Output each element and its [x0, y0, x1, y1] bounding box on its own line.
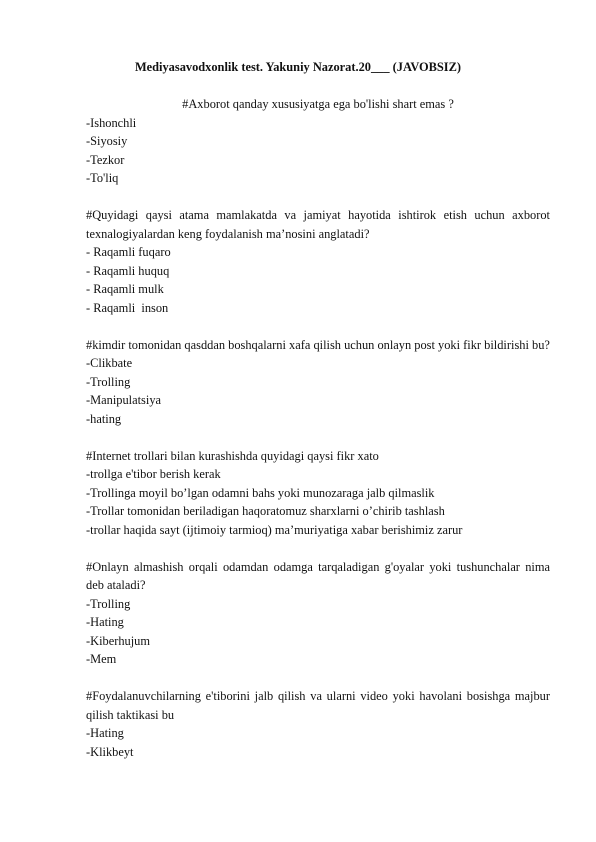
- question-6: [86, 687, 550, 761]
- answer-option: -Clikbate: [86, 356, 133, 370]
- answer-option: -Trollinga moyil bo’lgan odamni bahs yoki munozaraga jalb qilmaslik: [86, 485, 435, 500]
- question-text: #Axborot qanday xususiyatga ega bo'lishi shart emas ?: [182, 97, 454, 111]
- answer-option: - Raqamli fuqaro: [86, 245, 171, 259]
- question-text: #Onlayn almashish orqali odamdan odamga tarqaladigan g'oyalar yoki tushunchalar nima deb ataladi?: [86, 559, 550, 592]
- answer-option: -trollga e'tibor berish kerak: [86, 467, 221, 481]
- answer-option: -Trolling: [86, 596, 131, 611]
- answer-option: -Mem: [86, 652, 117, 666]
- answer-option: - Raqamli mulk: [86, 282, 164, 296]
- answer-option: -Trollar tomonidan beriladigan haqoratomuz sharxlarni o’chirib tashlash: [86, 504, 445, 518]
- answer-option: - Raqamli huquq: [86, 263, 170, 278]
- answer-option: -Siyosiy: [86, 134, 128, 148]
- document-title: Mediyasavodxonlik test. Yakuniy Nazorat.20___ (JAVOBSIZ): [134, 60, 462, 74]
- answer-option: -hating: [86, 411, 122, 426]
- answer-option: -Tezkor: [86, 152, 125, 167]
- question-list: [86, 95, 550, 761]
- answer-option: -Hating: [86, 615, 124, 629]
- question-4: [86, 447, 550, 540]
- question-3: [86, 336, 550, 429]
- answer-option: -To'liq: [86, 171, 119, 185]
- answer-option: -Ishonchli: [86, 115, 137, 130]
- answer-option: -Trolling: [86, 374, 131, 389]
- answer-option: -Hating: [86, 726, 124, 740]
- answer-option: -Manipulatsiya: [86, 393, 162, 407]
- question-1: [86, 95, 550, 188]
- answer-option: - Raqamli inson: [86, 300, 169, 315]
- answer-option: -Klikbeyt: [86, 744, 134, 759]
- answer-option: -Kiberhujum: [86, 633, 151, 648]
- question-text: #Internet trollari bilan kurashishda quyidagi qaysi fikr xato: [86, 448, 379, 463]
- question-text: #Quyidagi qaysi atama mamlakatda va jamiyat hayotida ishtirok etish uchun axborot texnalogiyalardan keng foydalanish ma’nosini anglatadi?: [86, 208, 550, 241]
- question-5: [86, 558, 550, 669]
- question-2: [86, 206, 550, 317]
- question-text: #Foydalanuvchilarning e'tiborini jalb qilish va ularni video yoki havolani bosishga majbur qilish taktikasi bu: [86, 689, 550, 722]
- question-text: #kimdir tomonidan qasddan boshqalarni xafa qilish uchun onlayn post yoki fikr bildirishi bu?: [86, 337, 550, 352]
- answer-option: -trollar haqida sayt (ijtimoiy tarmioq) ma’muriyatiga xabar berishimiz zarur: [86, 522, 463, 537]
